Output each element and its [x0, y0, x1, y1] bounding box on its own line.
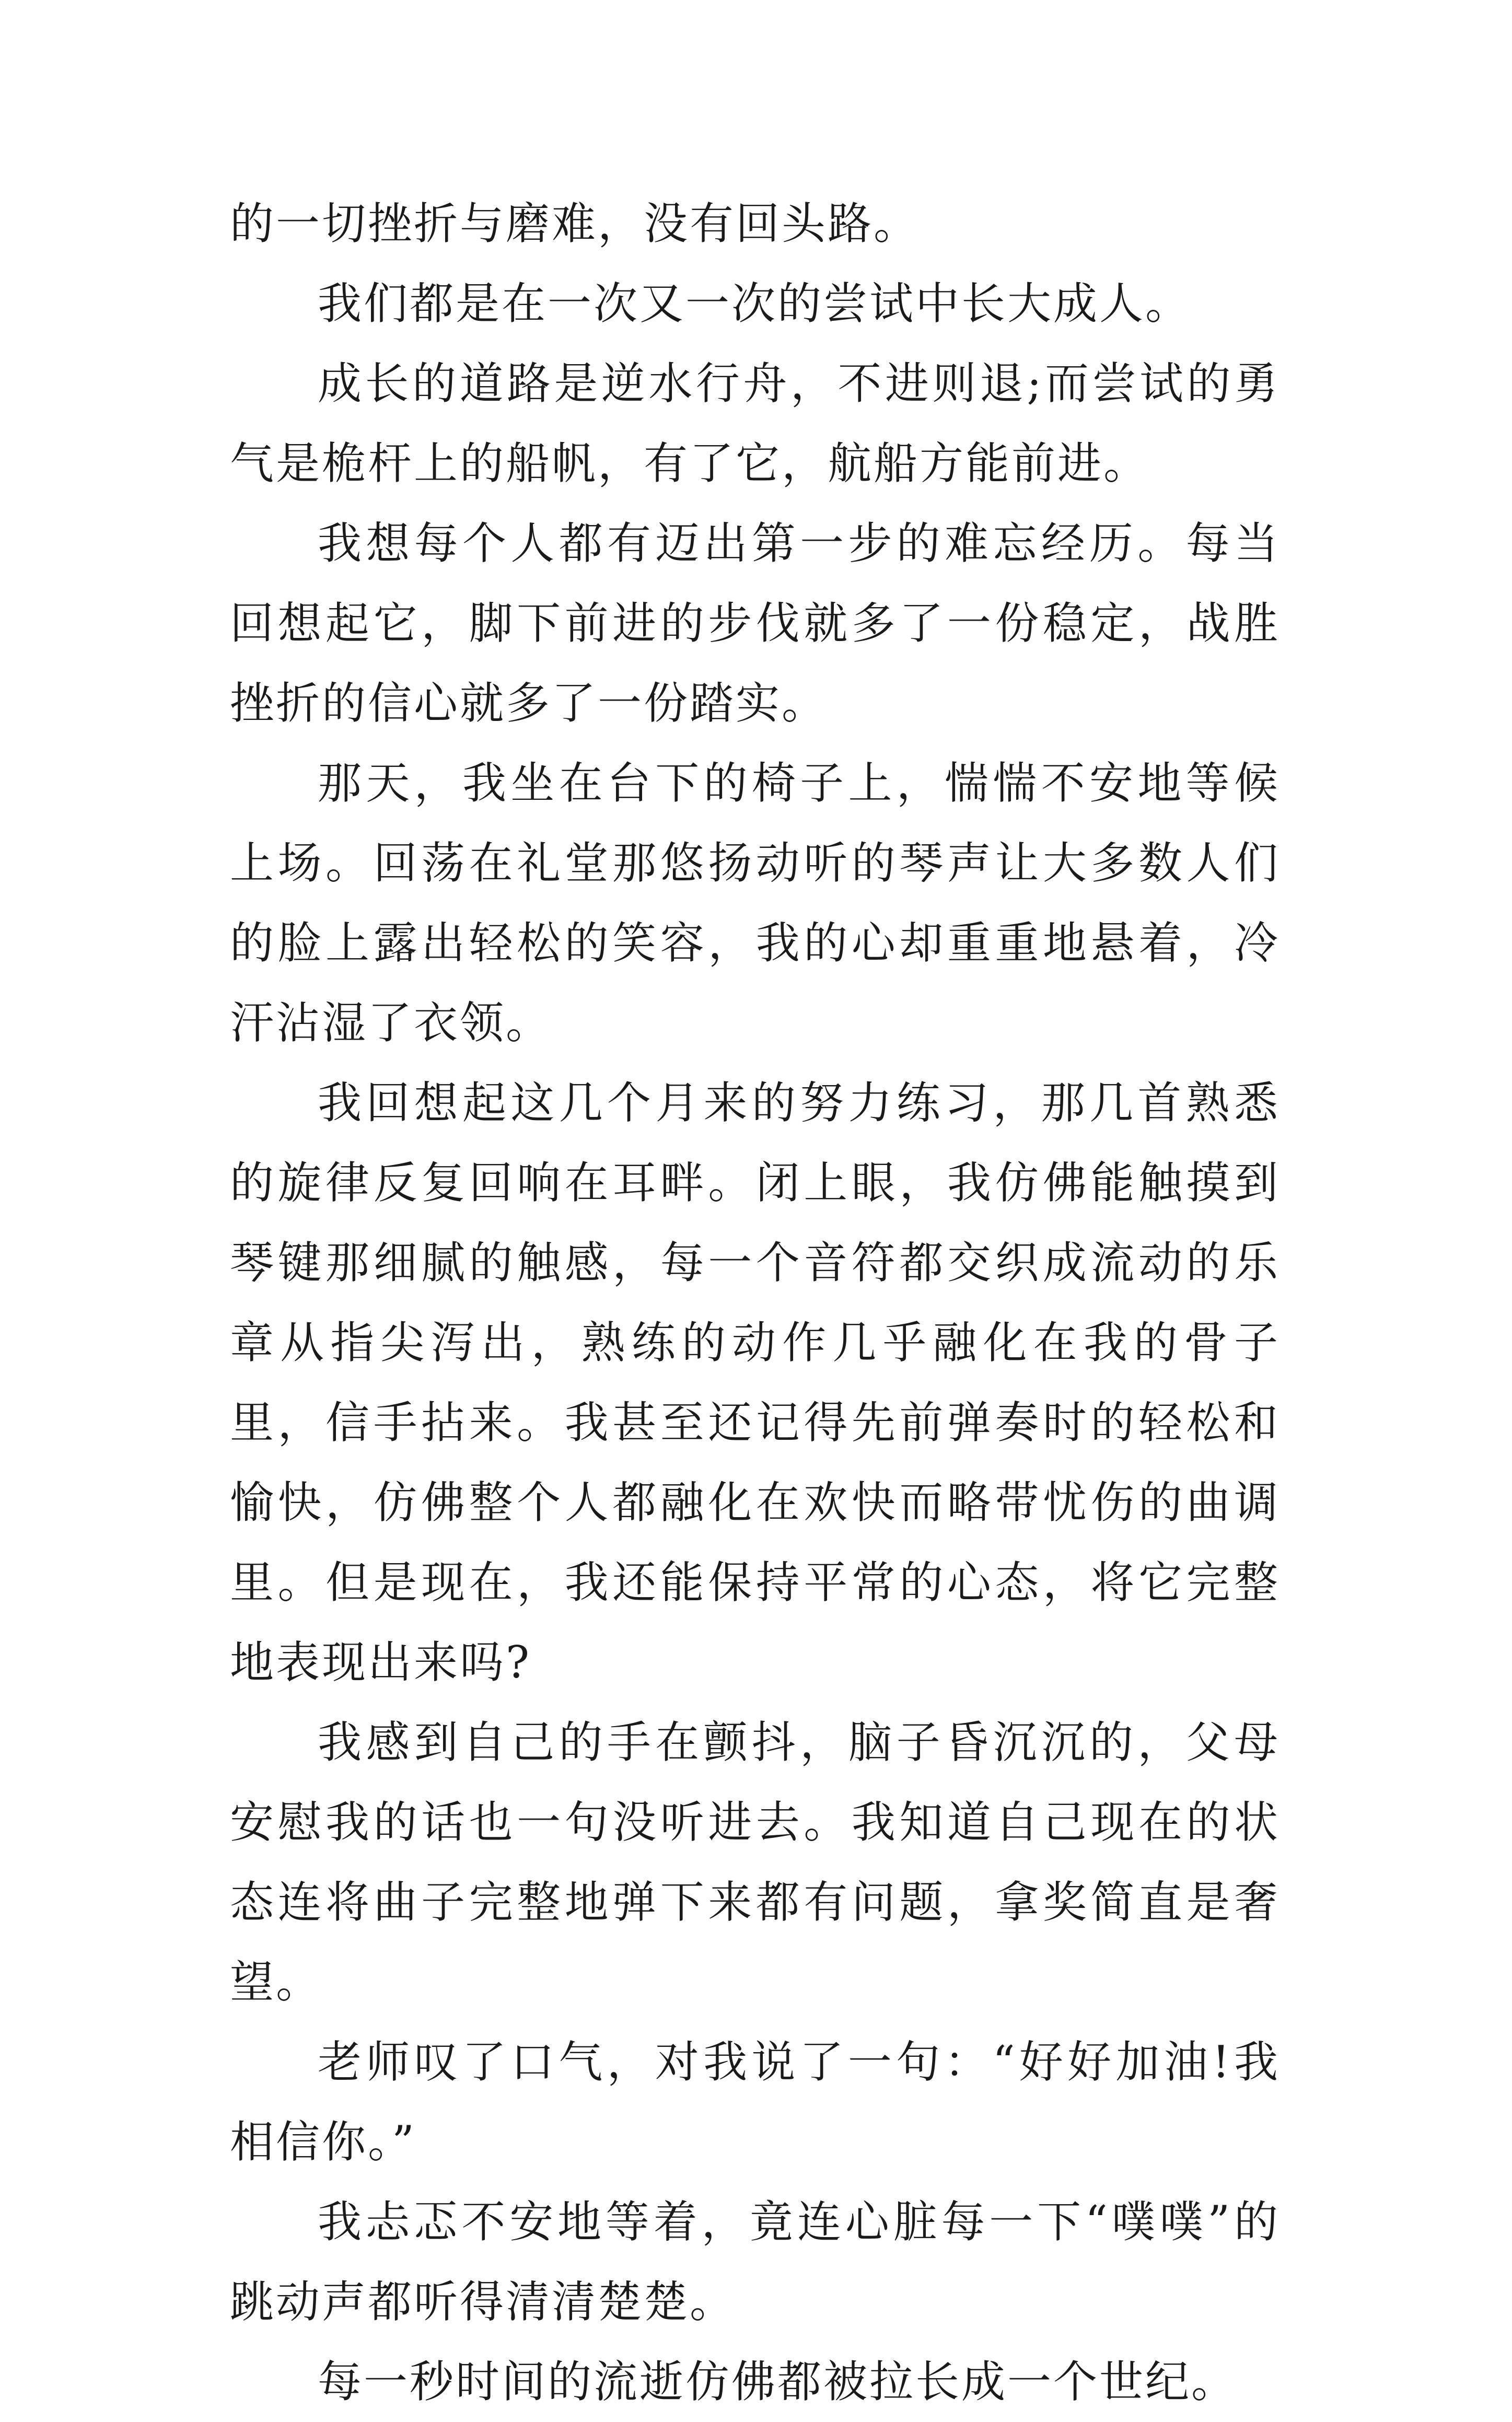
paragraph: 那天，我坐在台下的椅子上，惴惴不安地等候上场。回荡在礼堂那悠扬动听的琴声让大多数人们的脸上露出轻松的笑容，我的心却重重地悬着，冷汗沾湿了衣领。 [230, 758, 1280, 1049]
paragraph: 成长的道路是逆水行舟，不进则退;而尝试的勇气是桅杆上的船帆，有了它，航船方能前进。 [230, 358, 1280, 489]
paragraph: 的一切挫折与磨难，没有回头路。 [230, 198, 920, 249]
paragraph: 我忐忑不安地等着，竟连心脏每一下“噗噗”的跳动声都听得清清楚楚。 [230, 2196, 1280, 2327]
paragraph: 我感到自己的手在颤抖，脑子昏沉沉的，父母安慰我的话也一句没听进去。我知道自己现在的状态连将曲子完整地弹下来都有问题，拿奖简直是奢望。 [230, 1717, 1280, 2008]
paragraph: 我想每个人都有迈出第一步的难忘经历。每当回想起它，脚下前进的步伐就多了一份稳定，战胜挫折的信心就多了一份踏实。 [230, 518, 1280, 729]
paragraph: 我们都是在一次又一次的尝试中长大成人。 [318, 278, 1192, 329]
document-body [230, 184, 1280, 2422]
paragraph: 每一秒时间的流逝仿佛都被拉长成一个世纪。 [318, 2356, 1238, 2407]
paragraph: 老师叹了口气，对我说了一句：“好好加油!我相信你。” [230, 2036, 1280, 2168]
paragraph: 我回想起这几个月来的努力练习，那几首熟悉的旋律反复回响在耳畔。闭上眼，我仿佛能触摸到琴键那细腻的触感，每一个音符都交织成流动的乐章从指尖泻出，熟练的动作几乎融化在我的骨子里，信手拈来。我甚至还记得先前弹奏时的轻松和愉快，仿佛整个人都融化在欢快而略带忧伤的曲调里。但是现在，我还能保持平常的心态，将它完整地表现出来吗? [230, 1077, 1280, 1688]
